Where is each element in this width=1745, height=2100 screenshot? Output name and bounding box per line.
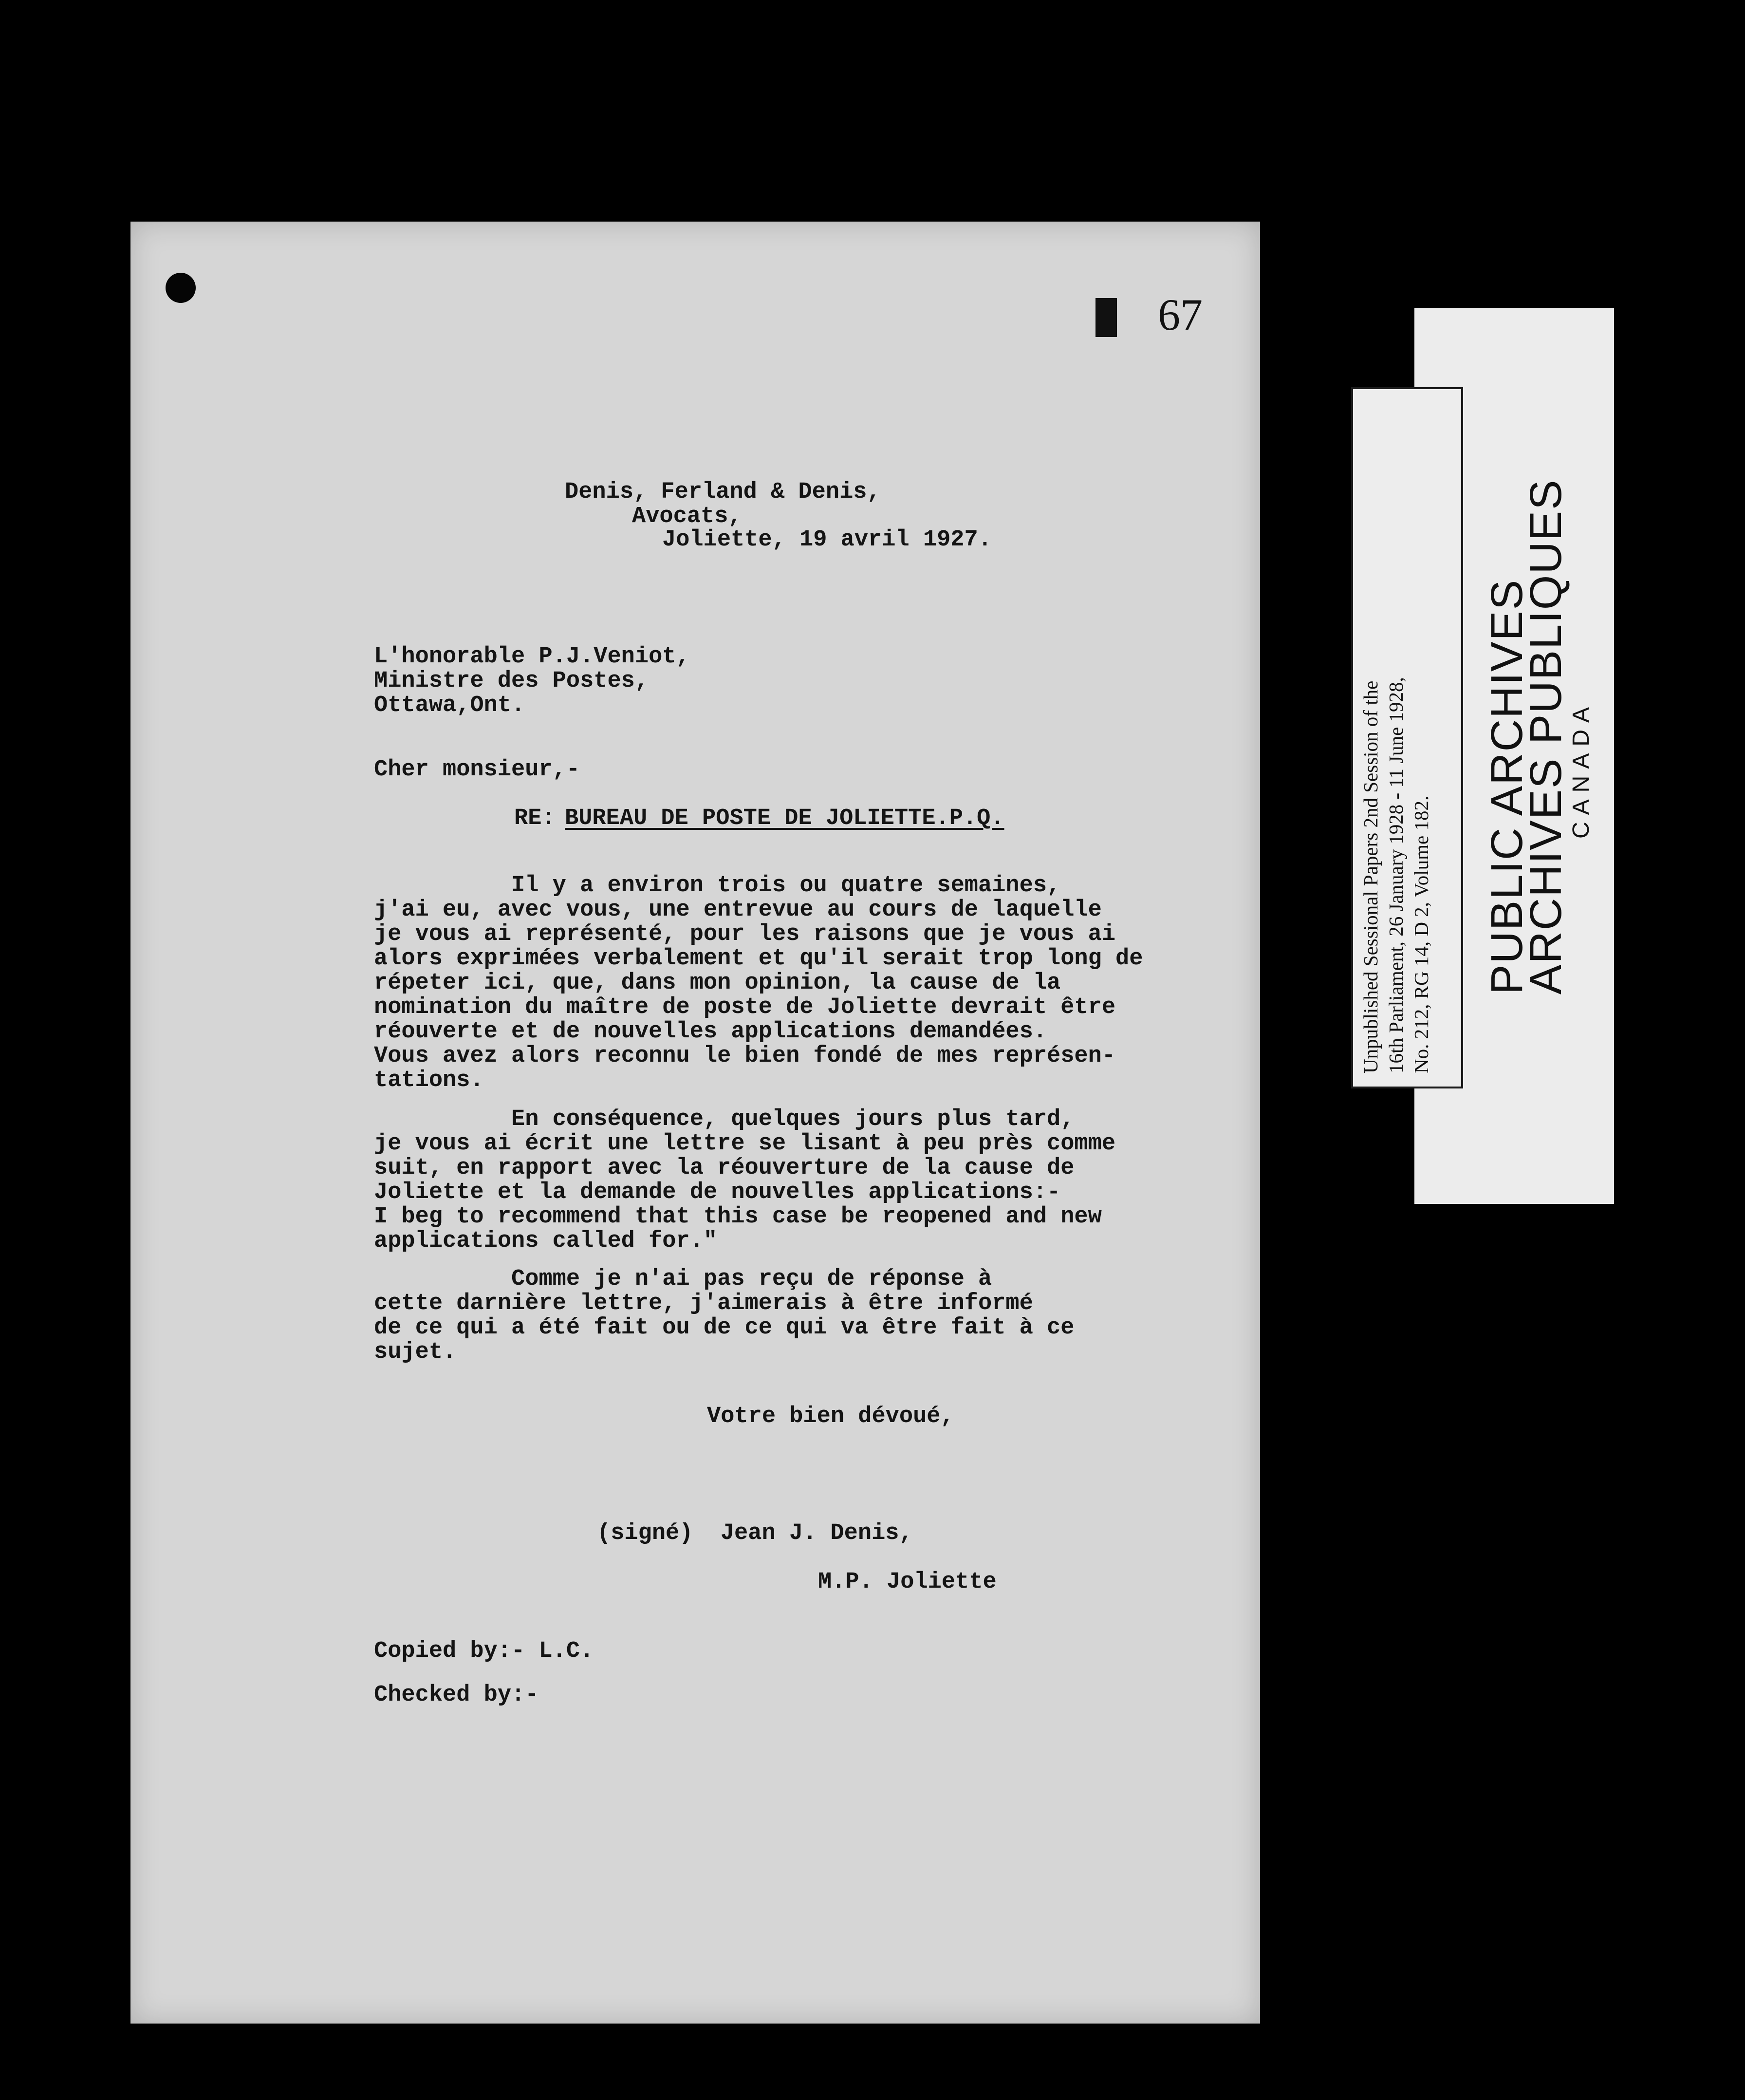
folio-number: 67: [1158, 290, 1203, 339]
text-line: suit, en rapport avec la réouverture de la cause de: [374, 1155, 1075, 1181]
text-line: applications called for.": [374, 1228, 718, 1254]
citation-line: 16th Parliament, 26 January 1928 - 11 June 1928,: [1385, 677, 1407, 1073]
text-line: Il y a environ trois ou quatre semaines,: [374, 873, 1061, 899]
text-line: Comme je n'ai pas reçu de réponse à: [374, 1266, 992, 1292]
letterhead-profession: Avocats,: [632, 504, 742, 529]
checked-by: Checked by:-: [374, 1682, 539, 1708]
text-line: de ce qui a été fait ou de ce qui va être fait à ce: [374, 1315, 1075, 1341]
text-line: je vous ai écrit une lettre se lisant à peu près comme: [374, 1131, 1116, 1157]
citation-strip: [1351, 387, 1463, 1088]
salutation: Cher monsieur,-: [374, 757, 580, 783]
addressee-name: L'honorable P.J.Veniot,: [374, 644, 690, 670]
punch-hole: [166, 273, 196, 303]
text-line: nomination du maître de poste de Joliette devrait être: [374, 994, 1116, 1020]
closing: Votre bien dévoué,: [707, 1404, 954, 1429]
citation-line: No. 212, RG 14, D 2, Volume 182.: [1410, 795, 1432, 1073]
text-line: En conséquence, quelques jours plus tard,: [374, 1106, 1075, 1132]
text-line: Joliette et la demande de nouvelles applications:-: [374, 1180, 1061, 1205]
addressee-title: Ministre des Postes,: [374, 668, 649, 694]
archive-country: CANADA: [1568, 700, 1594, 839]
text-line: I beg to recommend that this case be reopened and new: [374, 1204, 1102, 1230]
subject-line: BUREAU DE POSTE DE JOLIETTE.P.Q.: [565, 806, 1004, 831]
letterhead-place-date: Joliette, 19 avril 1927.: [662, 527, 992, 553]
text-line: cette darnière lettre, j'aimerais à être informé: [374, 1291, 1033, 1316]
copied-by: Copied by:- L.C.: [374, 1638, 594, 1664]
text-line: sujet.: [374, 1339, 457, 1365]
citation-line: Unpublished Sessional Papers 2nd Session of the: [1359, 680, 1382, 1073]
text-line: je vous ai représenté, pour les raisons que je vous ai: [374, 921, 1116, 947]
folio-stamp-mark: [1095, 298, 1117, 337]
archive-title-english: PUBLIC ARCHIVES: [1482, 579, 1532, 994]
signature: (signé) Jean J. Denis,: [597, 1520, 913, 1546]
text-line: j'ai eu, avec vous, une entrevue au cours de laquelle: [374, 897, 1102, 923]
text-line: répeter ici, que, dans mon opinion, la cause de la: [374, 970, 1061, 996]
signature-title: M.P. Joliette: [818, 1569, 997, 1595]
text-line: Vous avez alors reconnu le bien fondé de mes représen-: [374, 1043, 1116, 1069]
text-line: alors exprimées verbalement et qu'il serait trop long de: [374, 946, 1143, 972]
addressee-city: Ottawa,Ont.: [374, 693, 525, 718]
text-line: tations.: [374, 1068, 484, 1093]
archive-title-french: ARCHIVES PUBLIQUES: [1521, 479, 1571, 994]
subject-prefix: RE:: [514, 806, 556, 831]
text-line: réouverte et de nouvelles applications demandées.: [374, 1019, 1047, 1045]
letterhead-firm: Denis, Ferland & Denis,: [565, 479, 881, 505]
